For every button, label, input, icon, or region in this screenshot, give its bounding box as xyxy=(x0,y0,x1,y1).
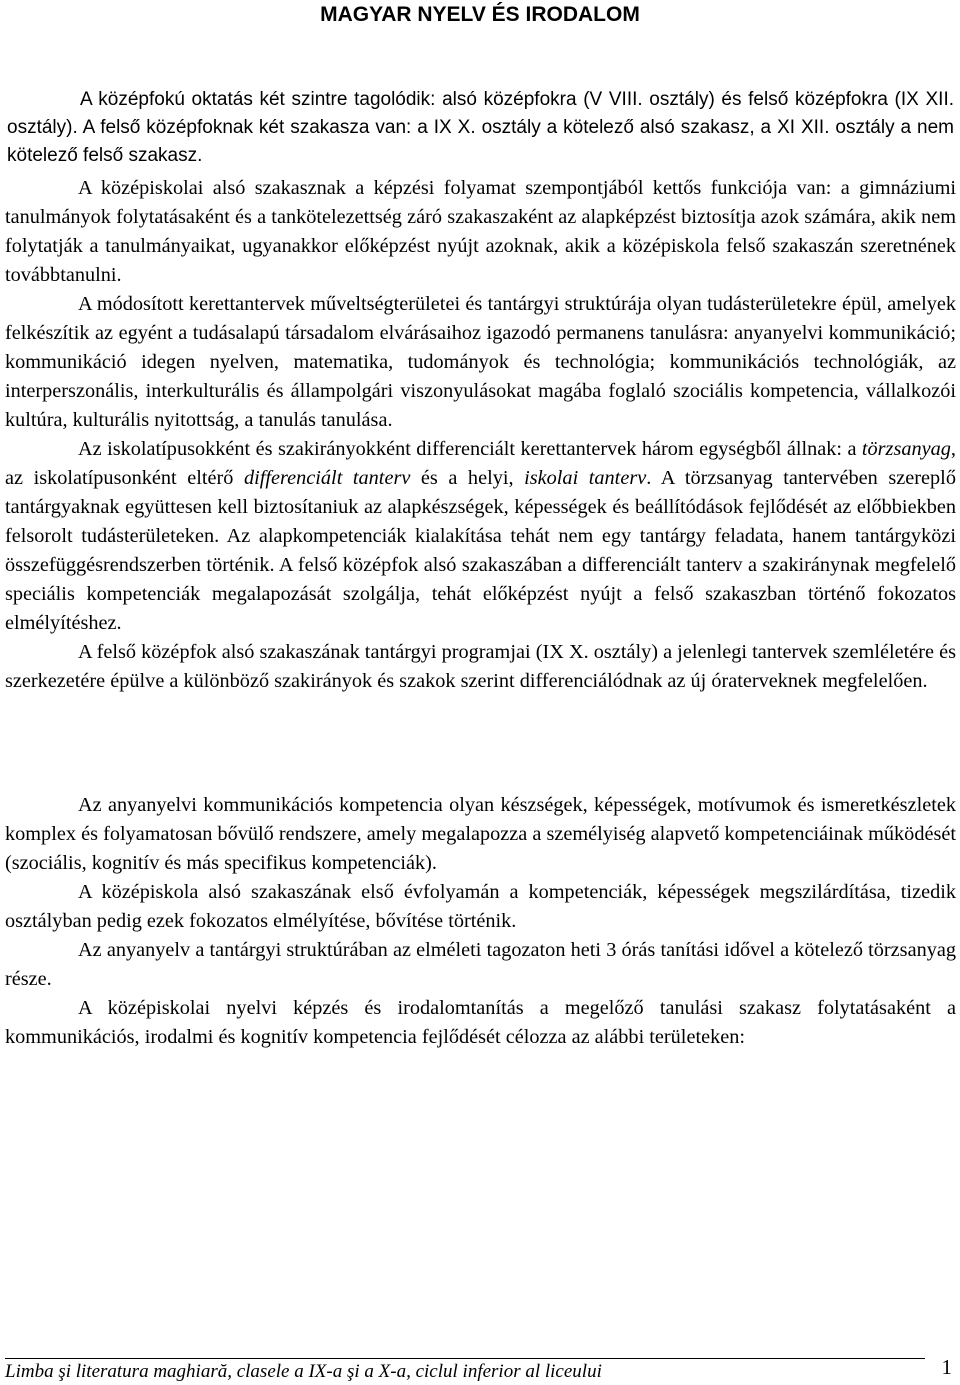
paragraph-curriculum-areas: A módosított kerettantervek műveltségterületei és tantárgyi struktúrája olyan tudásterületekre épül, amelyek felkészítik az egyént a tudásalapú társadalom elvárásaihoz igazodó permanens tanulásra: anyanyelvi kommunikáció; kommunikáció idegen nyelven, matematika, tudományok és technológia; kommunikációs technológiák, az interperszonális, interkulturális és állampolgári viszonyulásokat magába foglaló szociális kompetencia, vállalkozói kultúra, kulturális nyitottság, a tanulás tanulása. xyxy=(5,293,956,431)
paragraph-curriculum-units xyxy=(5,435,956,638)
page-title: MAGYAR NYELV ÉS IRODALOM xyxy=(320,3,640,26)
intro-paragraph: A középfokú oktatás két szintre tagolódik: alsó középfokra (V VIII. osztály) és felső középfokra (IX XII. osztály). A felső középfoknak két szakasza van: a IX X. osztály a kötelező alsó szakasz, a XI XII. osztály a nem kötelező felső szakasz. xyxy=(7,89,954,166)
paragraph-first-year: A középiskola alsó szakaszának első évfolyamán a kompetenciák, képességek megszilárdítása, tizedik osztályban pedig ezek fokozatos elmélyítése, bővítése történik. xyxy=(5,881,956,932)
paragraph-weekly-hours: Az anyanyelv a tantárgyi struktúrában az elméleti tagozaton heti 3 órás tanítási idővel a kötelező törzsanyag része. xyxy=(5,939,956,990)
footer-divider xyxy=(5,1358,925,1359)
page-number: 1 xyxy=(941,1355,952,1379)
term-core-curriculum: törzsanyag xyxy=(861,438,951,460)
term-differentiated-curriculum: differenciált tanterv xyxy=(243,467,411,489)
text-run: , az iskolatípusonként eltérő xyxy=(5,438,956,489)
paragraph-subject-programs: A felső középfok alsó szakaszának tantárgyi programjai (IX X. osztály) a jelenlegi tantervek szemléletére és szerkezetére épülve a különböző szakirányok és szakok szerint differenciálódnak az új óraterveknek megfelelően. xyxy=(5,641,956,692)
body-section-1 xyxy=(5,174,956,696)
footer-caption: Limba şi literatura maghiară, clasele a IX-a şi a X-a, ciclul inferior al liceului xyxy=(5,1361,602,1382)
text-run: . A törzsanyag tantervében szereplő tantárgyaknak együttesen kell biztosítaniuk az alapkészségek, képességek és beállítódások fejlődését az előbbiekben felsorolt tudásterületeken. Az alapkompetenciák kialakítása tehát nem egy tantárgy feladata, hanem tantárgyközi összefüggésrendszerben történik. A felső középfok alsó szakaszában a differenciált tanterv a szakiránynak megfelelő speciális kompetenciák megalapozását szolgálja, tehát előképzést nyújt a felső szakaszban történő fokozatos elmélyítéshez. xyxy=(5,467,956,634)
intro-block xyxy=(7,86,954,170)
term-school-curriculum: iskolai tanterv xyxy=(524,467,647,489)
paragraph-communication-competence: Az anyanyelvi kommunikációs kompetencia olyan készségek, képességek, motívumok és ismeretkészletek komplex és folyamatosan bővülő rendszere, amely megalapozza a személyiség alapvető kompetenciáinak működését (szociális, kognitív és más specifikus kompetenciák). xyxy=(5,794,956,874)
text-run: Az iskolatípusokként és szakirányokként differenciált kerettantervek három egységből állnak: a xyxy=(78,438,862,460)
paragraph-dual-function: A középiskolai alsó szakasznak a képzési folyamat szempontjából kettős funkciója van: a gimnáziumi tanulmányok folytatásaként és a tankötelezettség záró szakaszaként az alapképzést biztosítja azok számára, akik nem folytatják a tanulmányaikat, ugyanakkor előképzést nyújt azoknak, akik a középiskola felső szakaszán szeretnének továbbtanulni. xyxy=(5,177,956,286)
text-run: és a helyi, xyxy=(410,467,525,489)
paragraph-language-training: A középiskolai nyelvi képzés és irodalomtanítás a megelőző tanulási szakasz folytatásaként a kommunikációs, irodalmi és kognitív kompetencia fejlődését célozza az alábbi területeken: xyxy=(5,997,956,1048)
body-section-2 xyxy=(5,791,956,1052)
